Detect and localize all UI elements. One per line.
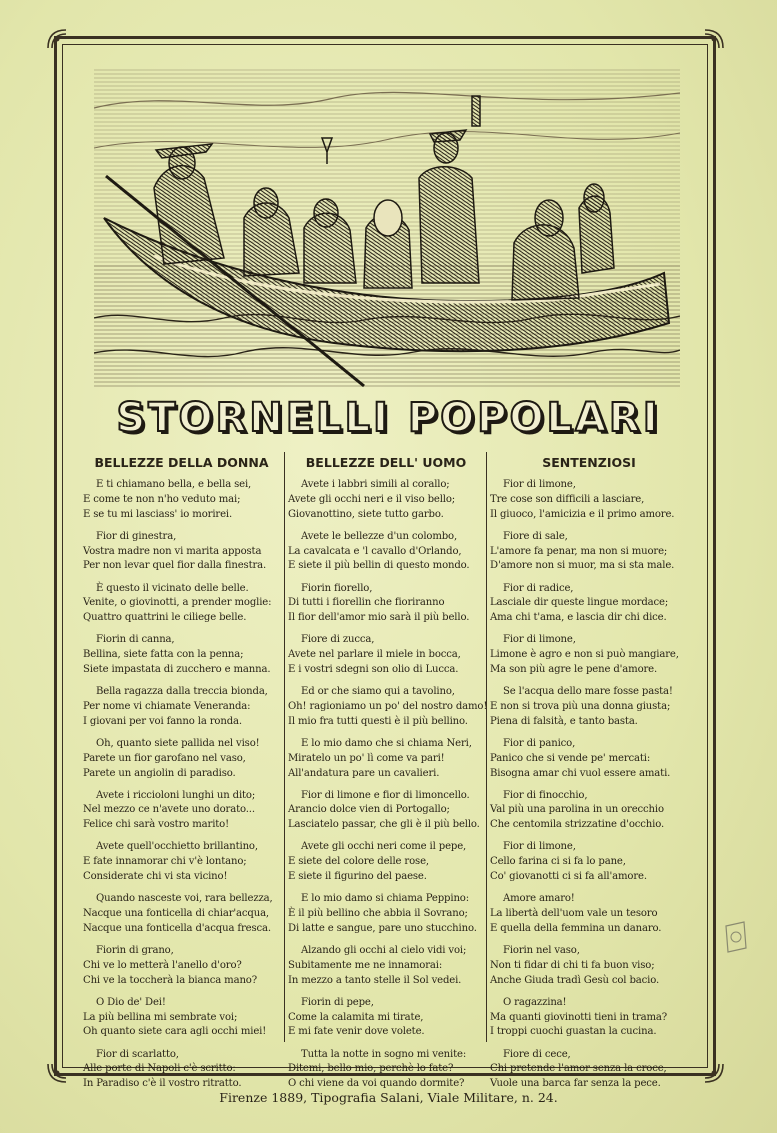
verse-line: Lasciatelo passar, che gli è il più bello. [288,819,480,831]
corner-ornament-icon [46,1062,68,1084]
page-title: STORNELLI POPOLARI [116,395,661,441]
verse-line: Bellina, siete fatta con la penna; [83,649,244,661]
verse-line: Bella ragazza dalla treccia bionda, [96,686,268,698]
verse-line: Di tutti i fiorellin che fioriranno [288,597,445,609]
stanza [285,789,487,833]
verse-line: Cello farina ci si fa lo pane, [490,856,626,868]
verse-line: Nel mezzo ce n'avete uno dorato... [83,804,255,816]
verse-line: Val più una parolina in un orecchio [490,804,664,816]
verse-line: Arancio dolce vien di Portogallo; [288,804,450,816]
verse-line: Il fior dell'amor mio sarà il più bello. [288,612,470,624]
verse-line: All'andatura pare un cavalieri. [288,767,440,779]
verse-line: Lasciale dir queste lingue mordace; [490,597,669,609]
stanza [80,1048,283,1092]
verse-line: Fior di panico, [503,737,576,749]
verse-line: Subitamente me ne innamorai: [288,959,443,971]
verse-line: I giovani per voi fanno la ronda. [83,715,242,727]
verse-line: Fiorin nel vaso, [503,945,580,957]
stanza [487,478,691,522]
verse-line: Ma son più agre le pene d'amore. [490,663,658,675]
stanza [80,530,283,574]
verse-line: Avete quell'occhietto brillantino, [96,841,258,853]
verse-line: Di latte e sangue, pare uno stucchino. [288,922,477,934]
verse-line: E lo mio damo si chiama Peppino: [301,893,469,905]
verse-line: In mezzo a tanto stelle il Sol vedei. [288,974,462,986]
verse-line: Piena di falsità, e tanto basta. [490,715,638,727]
stanza [80,892,283,936]
verse-line: Bisogna amar chi vuol essere amati. [490,767,671,779]
verse-line: Fior di limone, [503,479,576,490]
stanza [487,892,691,936]
column-sentenziosi [486,452,691,1090]
verse-line: Il giuoco, l'amicizia e il primo amore. [490,508,675,520]
verse-line: Tre cose son difficili a lasciare, [490,493,645,505]
stanza [80,685,283,729]
column-heading: BELLEZZE DELL' UOMO [305,455,467,470]
verse-line: E non si trova più una donna giusta; [490,700,671,712]
verse-line: Fiorin di canna, [96,634,175,646]
stanza [285,582,487,626]
verse-line: Per nome vi chiamate Veneranda: [83,700,251,712]
verse-line: Fior di limone, [503,841,576,853]
verse-line: Fiorin di pepe, [301,996,374,1008]
verse-line: Quando nasceste voi, rara bellezza, [96,893,273,905]
verse-line: Chi pretende l'amor senza la croce, [490,1063,667,1075]
verse-line: E mi fate venir dove volete. [288,1026,425,1038]
verse-line: Limone è agro e non si può mangiare, [490,649,679,661]
verse-line: E siete del colore delle rose, [288,856,429,868]
verse-line: E i vostri sdegni son olio di Lucca. [288,663,459,675]
verse-line: Se l'acqua dello mare fosse pasta! [503,686,673,698]
verse-line: D'amore non si muor, ma si sta male. [490,560,675,572]
corner-ornament-icon [703,1062,725,1084]
verse-line: Nacque una fonticella di chiar'acqua, [83,908,269,920]
verse-line: O Dio de' Dei! [96,996,166,1008]
verse-line: È questo il vicinato delle belle. [96,582,249,594]
stanza [487,530,691,574]
verse-line: Ed or che siamo qui a tavolino, [301,686,455,698]
verse-line: Panico che si vende pe' mercati: [490,752,651,764]
column-bellezze-dell-uomo [284,452,488,1090]
stanza [80,944,283,988]
verse-line: O chi viene da voi quando dormite? [288,1078,465,1090]
stanza [487,582,691,626]
verse-line: Venite, o giovinotti, a prender moglie: [83,597,272,609]
verse-line: Alzando gli occhi al cielo vidi voi; [301,945,467,957]
verse-line: Quattro quattrini le ciliege belle. [83,612,247,624]
column-bellezze-della-donna [80,452,283,1090]
verse-line: Come la calamita mi tirate, [288,1011,424,1023]
imprint-footer: Firenze 1889, Tipografia Salani, Viale Militare, n. 24. [219,1090,558,1105]
stanza [285,892,487,936]
verse-line: Vostra madre non vi marita apposta [83,545,262,557]
verse-line: La cavalcata e 'l cavallo d'Orlando, [288,545,462,557]
verse-line: Giovanottino, siete tutto garbo. [288,508,444,520]
verse-line: Fiorin di grano, [96,945,174,957]
verse-line: Avete i riccioloni lunghi un dito; [96,789,256,801]
verse-line: Oh! ragioniamo un po' del nostro damo! [288,700,488,712]
verse-line: Avete le bellezze d'un colombo, [301,530,458,542]
stanza [285,633,487,677]
stanza [80,840,283,884]
verse-line: Non ti fidar di chi ti fa buon viso; [490,959,655,971]
verse-line: Fiore di zucca, [301,634,375,646]
verse-line: Parete un fior garofano nel vaso, [83,752,246,764]
stanza [487,1048,691,1092]
verse-line: Avete i labbri simili al corallo; [301,479,450,490]
stanza [487,737,691,781]
stanza [80,478,283,522]
stanza [285,478,487,522]
poem-columns [80,452,690,1090]
verse-line: Ma quanti giovinotti tieni in trama? [490,1011,667,1023]
verse-line: Avete gli occhi neri e il viso bello; [288,493,456,505]
stanza [487,944,691,988]
verse-line: E lo mio damo che si chiama Neri, [301,737,472,749]
verse-line: E come te non n'ho veduto mai; [83,493,241,505]
stanza [487,840,691,884]
stanza [285,737,487,781]
verse-line: Ditemi, bello mio, perchè lo fate? [288,1063,454,1075]
verse-line: Fior di finocchio, [503,789,588,801]
stanza [285,685,487,729]
verse-line: Miratelo un po' lì come va pari! [288,752,445,764]
verse-line: Nacque una fonticella d'acqua fresca. [83,922,271,934]
stanza [285,530,487,574]
stanza [285,944,487,988]
stanza [487,685,691,729]
verse-line: Fior di limone, [503,634,576,646]
stanza [285,840,487,884]
verse-line: Chi ve lo metterà l'anello d'oro? [83,959,242,971]
verse-line: Fior di ginestra, [96,530,177,542]
column-heading: BELLEZZE DELLA DONNA [94,455,269,470]
verse-line: Siete impastata di zucchero e manna. [83,663,271,675]
verse-line: Oh quanto siete cara agli occhi miei! [83,1026,267,1038]
verse-line: Fior di scarlatto, [96,1048,179,1060]
corner-ornament-icon [46,28,68,50]
verse-line: Oh, quanto siete pallida nel viso! [96,737,260,749]
verse-line: Ama chi t'ama, e lascia dir chi dice. [490,612,667,624]
verse-line: Amore amaro! [503,893,575,905]
stanza [487,633,691,677]
verse-line: I troppi cuochi guastan la cucina. [490,1026,657,1038]
verse-line: Il mio fra tutti questi è il più bellino. [288,715,468,727]
verse-line: L'amore fa penar, ma non si muore; [490,545,668,557]
verse-line: Fiore di sale, [503,530,568,542]
stanza [487,996,691,1040]
verse-line: Alle porte di Napoli c'è scritto: [83,1063,236,1075]
verse-line: Chi ve la toccherà la bianca mano? [83,974,257,986]
stanza [80,582,283,626]
verse-line: E siete il più bellin di questo mondo. [288,560,470,572]
verse-line: E ti chiamano bella, e bella sei, [96,479,252,490]
verse-line: Considerate chi vi sta vicino! [83,871,228,883]
verse-line: Felice chi sarà vostro marito! [83,819,230,831]
stanza [80,633,283,677]
stanza [80,996,283,1040]
stanza [80,789,283,833]
verse-line: E se tu mi lasciass' io morirei. [83,508,233,520]
engraving-icon [94,68,680,388]
verse-line: Fiore di cece, [503,1048,571,1060]
verse-line: Che centomila strizzatine d'occhio. [490,819,665,831]
ink-stamp-icon [722,920,748,954]
column-heading: SENTENZIOSI [542,455,636,470]
stanza [487,789,691,833]
verse-line: E siete il figurino del paese. [288,871,427,883]
verse-line: In Paradiso c'è il vostro ritratto. [83,1078,242,1090]
verse-line: Per non levar quel fior dalla finestra. [83,560,267,572]
verse-line: O ragazzina! [503,996,567,1008]
verse-line: Fior di limone e fior di limoncello. [301,789,470,801]
verse-line: E quella della femmina un danaro. [490,922,662,934]
verse-line: La più bellina mi sembrate voi; [83,1011,238,1023]
verse-line: Fiorin fiorello, [301,582,373,594]
verse-line: Parete un angiolin di paradiso. [83,767,236,779]
verse-line: La libertà dell'uom vale un tesoro [490,908,658,920]
stanza [285,996,487,1040]
verse-line: E fate innamorar chi v'è lontano; [83,856,247,868]
verse-line: Tutta la notte in sogno mi venite: [301,1048,467,1060]
verse-line: Vuole una barca far senza la pece. [490,1078,661,1090]
verse-line: È il più bellino che abbia il Sovrano; [288,908,468,920]
verse-line: Anche Giuda tradì Gesù col bacio. [490,974,660,986]
corner-ornament-icon [703,28,725,50]
verse-line: Fior di radice, [503,582,574,594]
verse-line: Avete nel parlare il miele in bocca, [288,649,461,661]
stanza [285,1048,487,1092]
verse-line: Avete gli occhi neri come il pepe, [301,841,467,853]
stanza [80,737,283,781]
verse-line: Co' giovanotti ci si fa all'amore. [490,871,647,883]
